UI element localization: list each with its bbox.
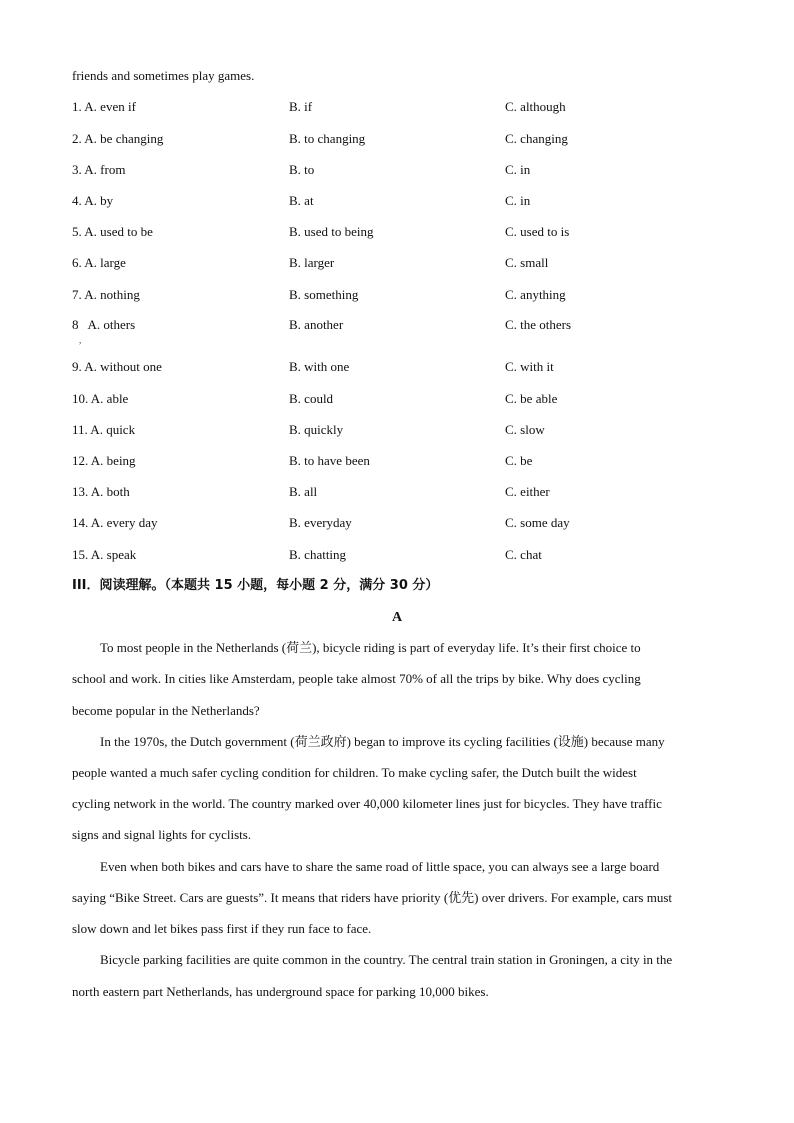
question-row [72, 162, 732, 178]
option-b: B. something [289, 287, 359, 302]
option-a: 13. A. both [72, 484, 130, 499]
paragraph-line: saying “Bike Street. Cars are guests”. It means that riders have priority (优先) over drivers. For example, cars must [72, 890, 672, 905]
option-c: C. in [505, 162, 531, 177]
option-b: B. to changing [289, 131, 366, 146]
option-a: 5. A. used to be [72, 224, 153, 239]
option-a: 2. A. be changing [72, 131, 164, 146]
option-a: 14. A. every day [72, 515, 158, 530]
question-row [72, 391, 732, 407]
question-row [72, 359, 732, 375]
option-c: C. be able [505, 391, 558, 406]
stray-mark: , [79, 335, 82, 345]
option-c: C. the others [505, 317, 572, 332]
option-a: 11. A. quick [72, 422, 136, 437]
paragraph-line: north eastern part Netherlands, has underground space for parking 10,000 bikes. [72, 984, 489, 999]
option-a: 1. A. even if [72, 99, 136, 114]
option-c: C. be [505, 453, 533, 468]
option-c: C. used to is [505, 224, 570, 239]
option-a: 6. A. large [72, 255, 126, 270]
question-row [72, 193, 732, 209]
option-b: B. all [289, 484, 318, 499]
question-row [72, 422, 732, 438]
question-row [72, 547, 732, 563]
option-a: 9. A. without one [72, 359, 162, 374]
paragraph-line: school and work. In cities like Amsterdam, people take almost 70% of all the trips by bike. Why does cycling [72, 671, 641, 686]
option-b: B. larger [289, 255, 335, 270]
option-a: 4. A. by [72, 193, 114, 208]
question-row [72, 99, 732, 115]
option-b: B. to [289, 162, 315, 177]
option-b: B. at [289, 193, 314, 208]
paragraph-line: In the 1970s, the Dutch government (荷兰政府) began to improve its cycling facilities (设施) because many [100, 734, 665, 749]
option-c: C. anything [505, 287, 566, 302]
paragraph-line: slow down and let bikes pass first if they run face to face. [72, 921, 372, 936]
option-c: C. although [505, 99, 566, 114]
question-row [72, 453, 732, 469]
paragraph-line: people wanted a much safer cycling condition for children. To make cycling safer, the Dutch built the widest [72, 765, 637, 780]
option-b: B. another [289, 317, 344, 332]
option-b: B. to have been [289, 453, 370, 468]
question-row [72, 515, 732, 531]
option-b: B. if [289, 99, 313, 114]
paragraph-line: Even when both bikes and cars have to share the same road of little space, you can always see a large board [100, 859, 660, 874]
paragraph-line: signs and signal lights for cyclists. [72, 827, 252, 842]
question-row [72, 287, 732, 303]
option-b: B. quickly [289, 422, 344, 437]
question-row [72, 131, 732, 147]
paragraph-line: become popular in the Netherlands? [72, 703, 260, 718]
option-b: B. chatting [289, 547, 347, 562]
option-b: B. everyday [289, 515, 352, 530]
intro-line: friends and sometimes play games. [72, 68, 255, 83]
option-c: C. in [505, 193, 531, 208]
option-a: 7. A. nothing [72, 287, 140, 302]
passage-title: A [391, 610, 403, 625]
question-row [72, 317, 732, 333]
option-c: C. either [505, 484, 550, 499]
question-row [72, 484, 732, 500]
paragraph-line: cycling network in the world. The country marked over 40,000 kilometer lines just for bicycles. They have traffic [72, 796, 662, 811]
question-row [72, 255, 732, 271]
option-b: B. used to being [289, 224, 374, 239]
option-b: B. with one [289, 359, 350, 374]
option-c: C. some day [505, 515, 570, 530]
option-c: C. with it [505, 359, 554, 374]
option-a: 3. A. from [72, 162, 126, 177]
option-a: 10. A. able [72, 391, 129, 406]
paragraph-line: Bicycle parking facilities are quite common in the country. The central train station in Groningen, a city in the [100, 952, 673, 967]
option-a: 12. A. being [72, 453, 136, 468]
option-c: C. small [505, 255, 549, 270]
section-heading: III．阅读理解。（本题共 15 小题，每小题 2 分，满分 30 分） [72, 578, 439, 593]
question-row [72, 224, 732, 240]
option-c: C. changing [505, 131, 568, 146]
paragraph-line: To most people in the Netherlands (荷兰), bicycle riding is part of everyday life. It’s their first choice to [100, 640, 641, 655]
option-b: B. could [289, 391, 334, 406]
option-a: 8 A. others [72, 317, 136, 332]
option-a: 15. A. speak [72, 547, 137, 562]
option-c: C. chat [505, 547, 542, 562]
option-c: C. slow [505, 422, 545, 437]
